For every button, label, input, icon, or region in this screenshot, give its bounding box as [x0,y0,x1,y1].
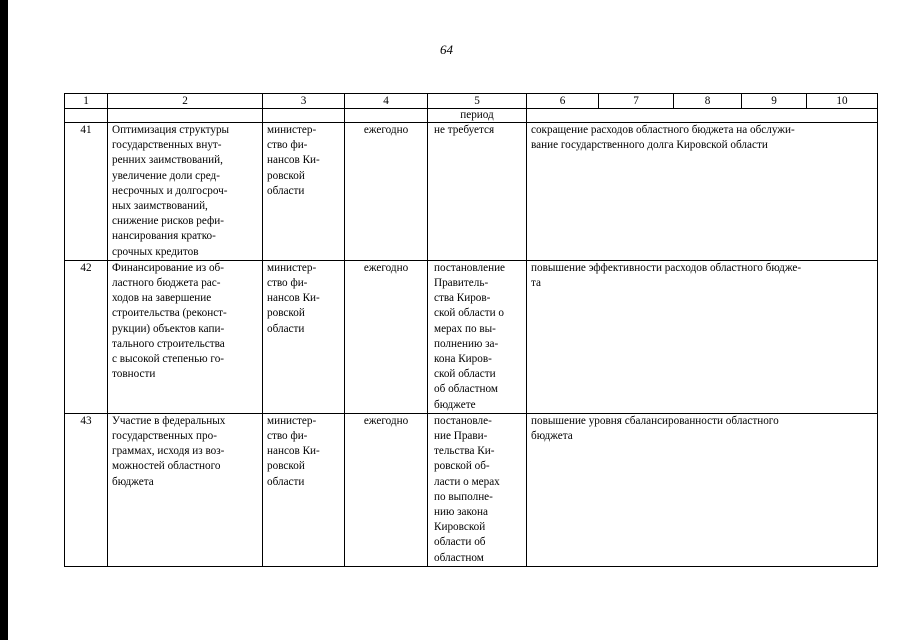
responsible-cell: министер- ство фи- нансов Ки- ровской области [263,260,345,413]
scan-left-edge [0,0,8,640]
continuation-cell: период [428,109,527,123]
column-numbers-row [65,94,878,109]
result-cell: повышение эффективности расходов областного бюдже- та [527,260,878,413]
row-number: 43 [65,413,108,566]
responsible-cell: министер- ство фи- нансов Ки- ровской области [263,413,345,566]
period-cell: ежегодно [345,260,428,413]
column-header: 8 [674,94,742,109]
measures-table [64,93,878,567]
column-header: 9 [742,94,807,109]
document-cell: постановление Правитель- ства Киров- ской области о мерах по вы- полнению за- кона Киров- ской области об областном бюджете [428,260,527,413]
measure-cell: Оптимизация структуры государственных внут- ренних заимствований, увеличение доли сред- несрочных и долгосроч- ных заимствований, снижение рисков рефи- нансирования кратко- срочных кредитов [108,123,263,261]
column-header: 6 [527,94,599,109]
column-header: 1 [65,94,108,109]
period-cell: ежегодно [345,123,428,261]
column-header: 3 [263,94,345,109]
document-cell: не требуется [428,123,527,261]
row-number: 42 [65,260,108,413]
measure-cell: Участие в федеральных государственных про- граммах, исходя из воз- можностей областного бюджета [108,413,263,566]
column-header: 2 [108,94,263,109]
row-number: 41 [65,123,108,261]
column-header: 7 [599,94,674,109]
table-row [65,123,878,261]
column-header: 10 [807,94,878,109]
column-header: 4 [345,94,428,109]
page-number: 64 [440,42,453,57]
responsible-cell: министер- ство фи- нансов Ки- ровской области [263,123,345,261]
period-cell: ежегодно [345,413,428,566]
table-row [65,413,878,566]
column-header: 5 [428,94,527,109]
result-cell: повышение уровня сбалансированности областного бюджета [527,413,878,566]
document-cell: постановле- ние Прави- тельства Ки- ровской об- ласти о мерах по выполне- нию закона Кировской области об областном [428,413,527,566]
table-row [65,260,878,413]
continuation-row [65,109,878,123]
result-cell: сокращение расходов областного бюджета на обслужи- вание государственного долга Кировской области [527,123,878,261]
measure-cell: Финансирование из об- ластного бюджета рас- ходов на завершение строительства (реконст- рукции) объектов капи- тального строительства с высокой степенью го- товности [108,260,263,413]
